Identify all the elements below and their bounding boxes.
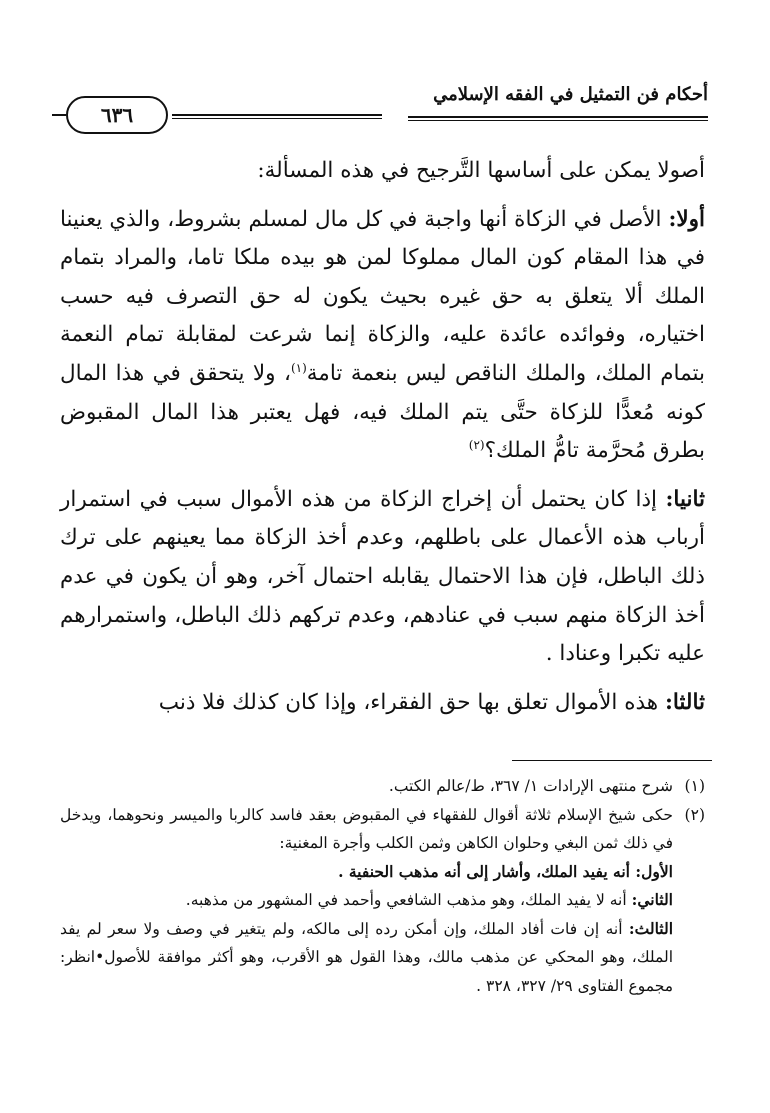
header-rule-left-thin <box>172 118 382 119</box>
footnote-text: شرح منتهى الإرادات ١/ ٣٦٧، ط/عالم الكتب. <box>388 777 673 795</box>
main-text <box>60 152 705 732</box>
paragraph-text: إذا كان يحتمل أن إخراج الزكاة من هذه الأموال سبب في استمرار أرباب هذه الأعمال على باطلهم، وعدم أخذ الزكاة مما يعينهم على ترك ذلك الباطل، فإن هذا الاحتمال يقابله احتمال آخر، وهو أن يكون في عدم أخذ الزكاة منهم سبب في عنادهم، وعدم تركهم ذلك الباطل، واستمرارهم عليه تكبرا وعنادا . <box>60 486 705 667</box>
footnote-opinion-third <box>60 915 705 1001</box>
paragraph-lead: ثانيا: <box>665 486 705 512</box>
footnote-2 <box>60 801 705 858</box>
footnote-number: (١) <box>684 777 705 795</box>
header-rule-left <box>172 114 382 116</box>
footnote-separator <box>512 760 712 761</box>
opinion-text: أنه لا يفيد الملك، وهو مذهب الشافعي وأحمد في المشهور من مذهبه. <box>185 891 632 909</box>
footnote-text: حكى شيخ الإسلام ثلاثة أقوال للفقهاء في المقبوض بعقد فاسد كالربا والميسر ونحوهما، ويدخل في ذلك ثمن البغي وحلوان الكاهن وثمن الكلب وأجرة المغنية: <box>60 805 673 852</box>
footnote-ref-2[interactable]: (٢) <box>468 438 485 452</box>
intro-paragraph: أصولا يمكن على أساسها التَّرجيح في هذه المسألة: <box>257 158 705 183</box>
footnote-1 <box>60 772 705 801</box>
opinion-lead: الثاني: <box>631 890 673 909</box>
footnote-opinion-first <box>60 858 705 887</box>
header-rule-thin <box>408 120 708 121</box>
opinion-lead: الأول: <box>635 861 673 881</box>
paragraph-text: هذه الأموال تعلق بها حق الفقراء، وإذا كان كذلك فلا ذنب <box>158 689 665 715</box>
header-rule-edge <box>52 114 66 116</box>
paragraph-text: الأصل في الزكاة أنها واجبة في كل مال لمسلم بشروط، والذي يعنينا في هذا المقام كون المال مملوكا لمن هو بيده ملكا تاما، والمراد بتمام الملك ألا يتعلق به حق غيره بحيث يكون له حق التصرف فيه حسب اختياره، وفوائده عائدة عليه، والزكاة إنما شرعت لمقابلة تمام النعمة بتمام الملك، والملك الناقص ليس بنعمة تامة <box>60 206 705 386</box>
paragraph-lead: ثالثا: <box>664 689 705 715</box>
paragraph-text-cont: ، ولا يتحقق في هذا المال كونه مُعدًّا للزكاة حتَّى يتم الملك فيه، فهل يعتبر هذا المال المقبوض بطرق مُحرَّمة تامُّ الملك؟ <box>60 360 705 464</box>
header-rule <box>408 116 708 118</box>
paragraph-lead: أولا: <box>668 206 705 232</box>
opinion-text: أنه يفيد الملك، وأشار إلى أنه مذهب الحنفية . <box>338 861 636 881</box>
opinion-lead: الثالث: <box>628 918 673 938</box>
paragraph-second <box>60 481 705 674</box>
footnote-ref-1[interactable]: (١) <box>290 360 307 375</box>
page-header <box>52 82 708 132</box>
footnote-number: (٢) <box>684 805 705 824</box>
footnote-opinion-second <box>60 886 705 915</box>
paragraph-third <box>60 684 705 723</box>
opinion-text: أنه إن فات أفاد الملك، وإن أمكن رده إلى مالكه، ولم يتغير في وصف ولا سعر لم يفد الملك، وهو المحكي عن مذهب مالك، وهذا القول هو الأقرب، وهو أكثر موافقة للأصول•انظر: مجموع الفتاوى ٢٩/ ٣٢٧، ٣٢٨ . <box>60 919 673 995</box>
paragraph-first <box>60 201 705 471</box>
footnotes <box>60 772 705 1000</box>
page-number: ٦٣٦ <box>66 96 168 134</box>
running-title: أحكام فن التمثيل في الفقه الإسلامي <box>433 84 708 105</box>
